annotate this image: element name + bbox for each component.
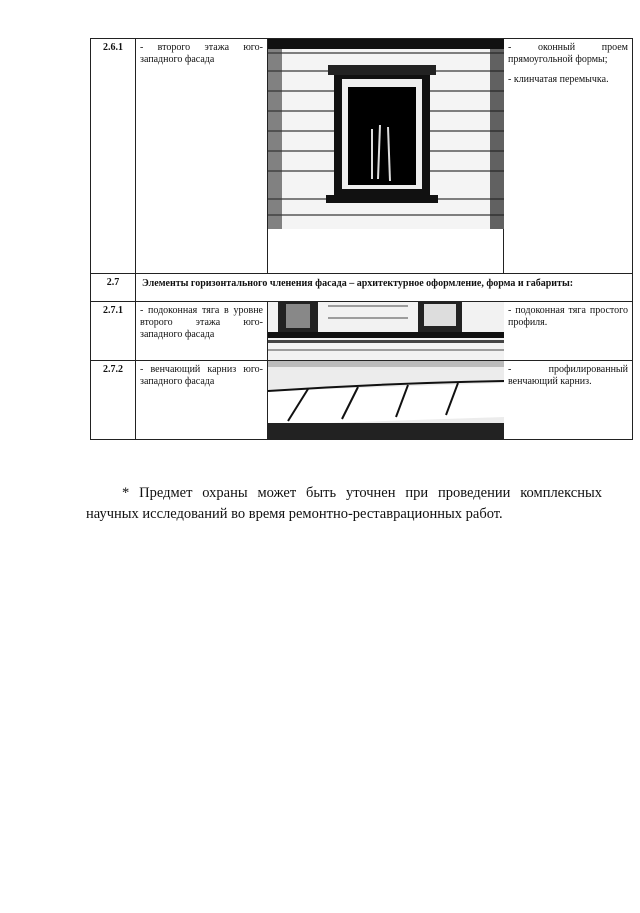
row-notes: [504, 39, 633, 274]
photo-cell: [268, 361, 504, 440]
note-item: - оконный проем прямоугольной формы;: [508, 42, 628, 65]
cornice-photo: [268, 361, 504, 439]
row-description: - подоконная тяга в уровне второго этажа юго-западного фасада: [136, 302, 268, 361]
table-row: [91, 302, 633, 361]
footnote: * Предмет охраны может быть уточнен при проведении комплексных научных исследований во время ремонтно-реставрационных работ.: [86, 484, 602, 522]
protection-table: [90, 38, 633, 440]
table-row: [91, 361, 633, 440]
window-photo: [268, 39, 504, 229]
table-row: [91, 39, 633, 274]
row-number: 2.6.1: [91, 39, 136, 274]
note-item: - профилированный венчающий карниз.: [508, 364, 628, 387]
section-row: [91, 274, 633, 302]
note-item: - клинчатая перемычка.: [508, 74, 609, 85]
section-title: Элементы горизонтального членения фасада – архитектурное оформление, форма и габариты:: [136, 274, 633, 302]
photo-cell: [268, 39, 504, 274]
row-description: - венчающий карниз юго-западного фасада: [136, 361, 268, 440]
row-number: 2.7.1: [91, 302, 136, 361]
row-number: 2.7.2: [91, 361, 136, 440]
photo-cell: [268, 302, 504, 361]
note-item: - подоконная тяга простого профиля.: [508, 305, 628, 328]
row-description: - второго этажа юго-западного фасада: [136, 39, 268, 274]
sill-photo: [268, 302, 504, 360]
section-number: 2.7: [91, 274, 136, 302]
row-notes: [504, 302, 633, 361]
row-notes: [504, 361, 633, 440]
